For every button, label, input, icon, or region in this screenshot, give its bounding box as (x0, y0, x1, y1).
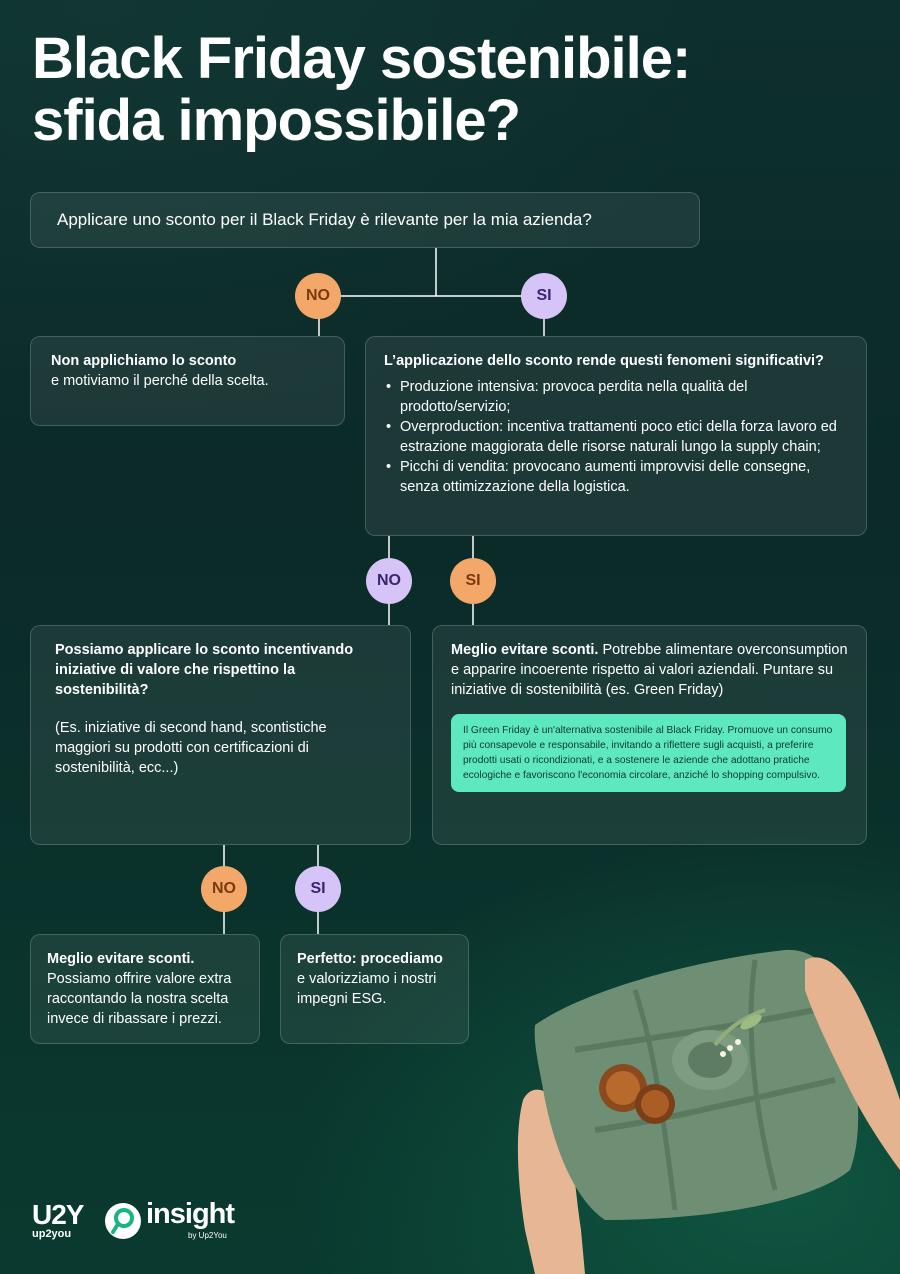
list-item: • Produzione intensiva: provoca perdita nella qualità del prodotto/servizio; (384, 377, 848, 417)
proceed-title: Perfetto: procediamo (297, 951, 443, 967)
insight-logo (104, 1200, 274, 1242)
sustainable-discount-question: Possiamo applicare lo sconto incentivando iniziative di valore che rispettino la sostenibilità? (55, 642, 354, 698)
list-item: • Overproduction: incentiva trattamenti poco etici della forza lavoro ed estrazione maggiorata delle risorse naturali lungo la supply chain; (384, 417, 848, 457)
avoid-discount-box (432, 625, 867, 845)
connector (318, 295, 544, 297)
si-badge (450, 558, 496, 604)
phenomena-question-box (365, 336, 867, 536)
no-label: NO (306, 287, 330, 304)
si-badge (521, 273, 567, 319)
up2you-logo (32, 1199, 92, 1240)
insight-search-icon (104, 1202, 142, 1240)
sustainable-discount-question-box (30, 625, 411, 845)
si-badge (295, 866, 341, 912)
si-label: SI (465, 572, 481, 589)
no-outcome-title: Non applichiamo lo sconto (51, 353, 237, 369)
wrapped-gift-image (515, 930, 900, 1274)
proceed-box (280, 934, 469, 1044)
up2you-name: up2you (32, 1228, 72, 1240)
connector (543, 318, 545, 336)
avoid-discount-body: Potrebbe alimentare overconsumption e apparire incoerente rispetto ai valori aziendali. Puntare su iniziative di sostenibilità (es. Green Friday) (451, 642, 848, 698)
no-label: NO (212, 880, 236, 897)
no-outcome-text: e motiviamo il perché della scelta. (51, 373, 269, 389)
title-line-2: sfida impossibile? (32, 88, 520, 153)
no-badge (201, 866, 247, 912)
insight-name: insight (146, 1198, 235, 1230)
extra-value-box (30, 934, 260, 1044)
main-question-text: Applicare uno sconto per il Black Friday è rilevante per la mia azienda? (57, 210, 592, 229)
avoid-discount-title: Meglio evitare sconti. (451, 642, 599, 658)
no-badge (366, 558, 412, 604)
extra-value-text: Possiamo offrire valore extra raccontando la nostra scelta invece di ribassare i prezzi. (47, 971, 232, 1027)
up2you-mark: U2Y (32, 1199, 84, 1230)
extra-value-title: Meglio evitare sconti. (47, 951, 195, 967)
insight-by: by Up2You (188, 1231, 227, 1240)
phenomena-question: L’applicazione dello sconto rende questi fenomeni significativi? (384, 353, 824, 369)
title-line-1: Black Friday sostenibile: (32, 26, 691, 91)
page-title (32, 28, 872, 152)
proceed-text: e valorizziamo i nostri impegni ESG. (297, 971, 437, 1007)
phenomena-list (384, 377, 848, 497)
connector (435, 248, 437, 296)
si-label: SI (310, 880, 326, 897)
list-item: • Picchi di vendita: provocano aumenti improvvisi delle consegne, senza ottimizzazione della logistica. (384, 457, 848, 497)
no-label: NO (377, 572, 401, 589)
no-outcome-box (30, 336, 345, 426)
main-question-box (30, 192, 700, 248)
green-friday-note: Il Green Friday è un'alternativa sostenibile al Black Friday. Promuove un consumo più consapevole e responsabile, invitando a riflettere sugli acquisti, a preferire prodotti usati o ricondizionati, e a sostenere le aziende che adottano pratiche ecologiche e favoriscono l'economia circolare, anziché lo shopping compulsivo. (451, 714, 846, 792)
avoid-discount-text (451, 640, 848, 700)
no-badge (295, 273, 341, 319)
sustainable-discount-note: (Es. iniziative di second hand, scontistiche maggiori su prodotti con certificazioni di sostenibilità, ecc...) (55, 720, 327, 776)
si-label: SI (536, 287, 552, 304)
connector (318, 318, 320, 336)
